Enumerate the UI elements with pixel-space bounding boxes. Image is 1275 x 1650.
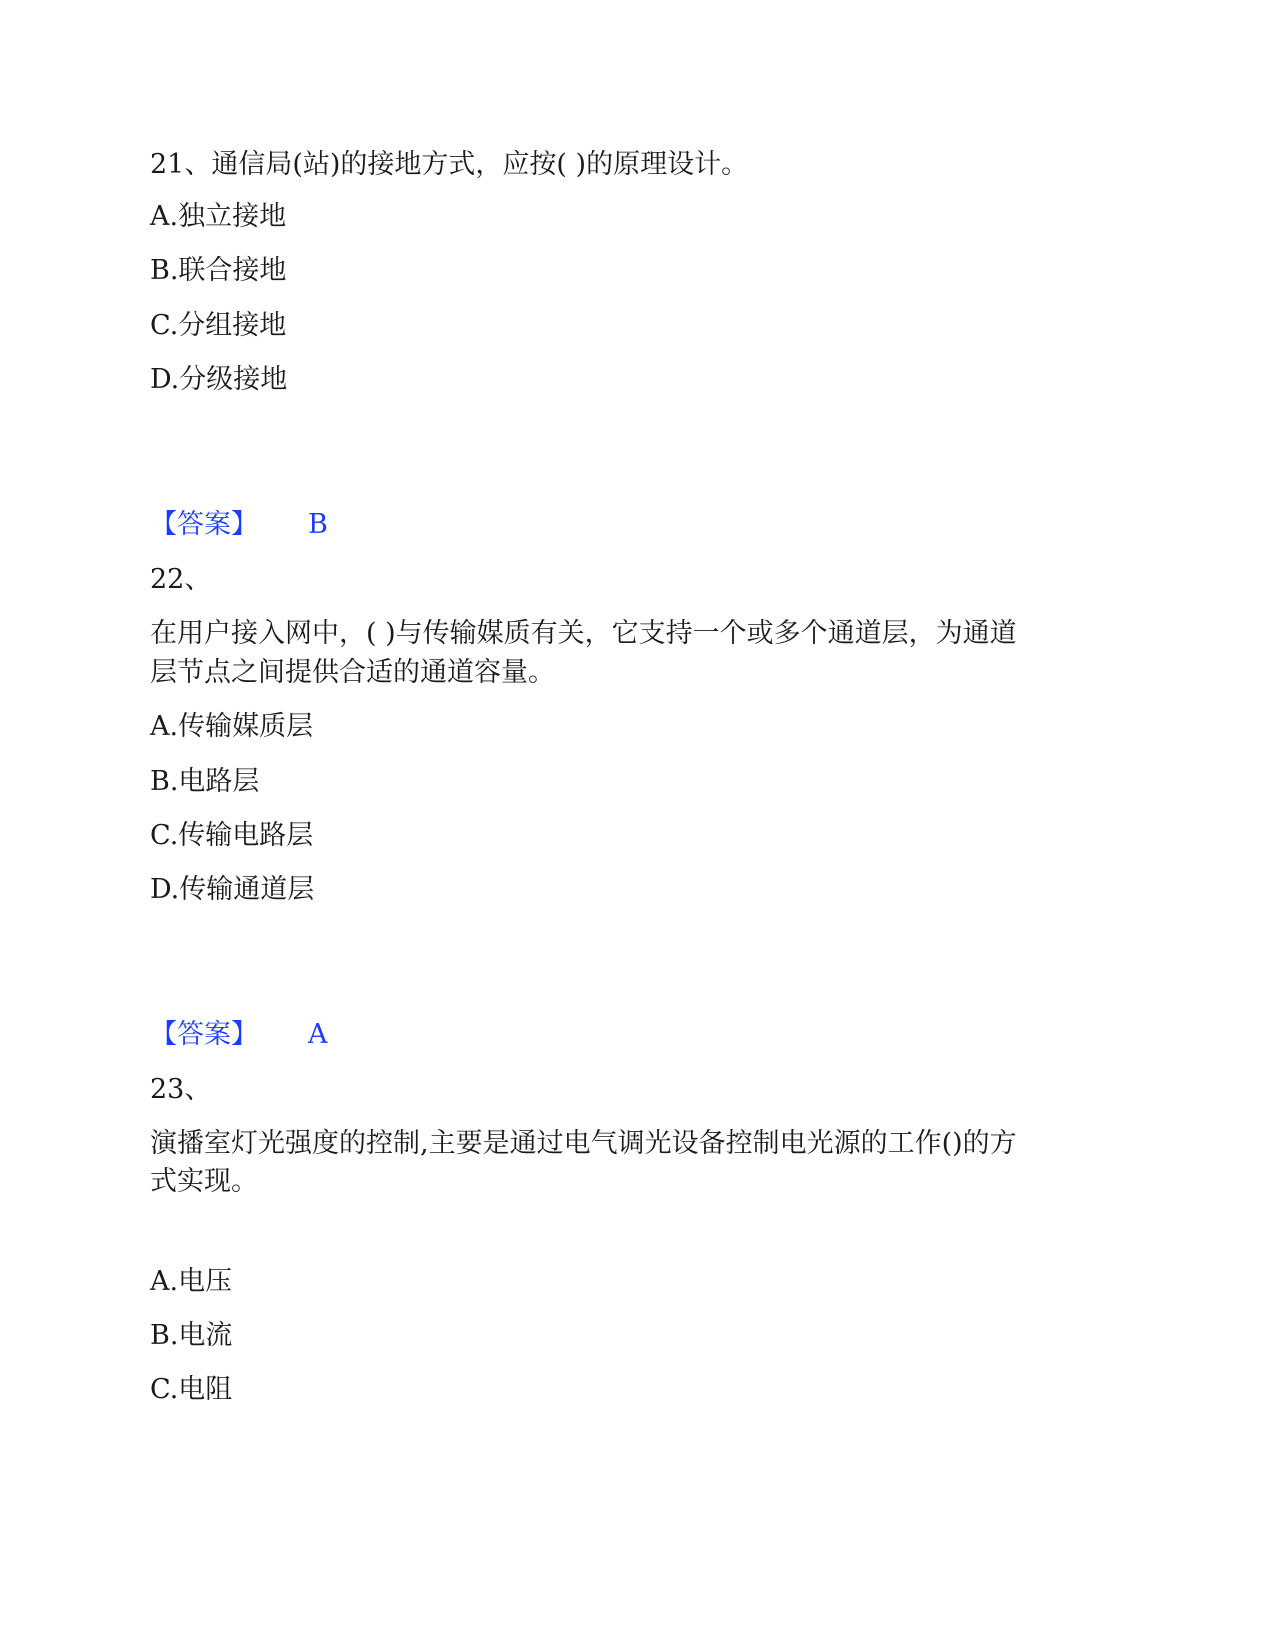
- question-22-option-a: A.传输媒质层: [150, 711, 314, 742]
- question-text: 通信局(站)的接地方式，应按( )的原理设计。: [211, 149, 749, 180]
- question-21-answer-value: B: [308, 509, 328, 540]
- question-22-answer-label: 【答案】: [150, 1019, 258, 1050]
- question-21-answer-label: 【答案】: [150, 509, 258, 540]
- question-23-option-c: C.电阻: [150, 1374, 233, 1405]
- question-21-option-d: D.分级接地: [150, 364, 288, 395]
- question-number: 21、: [150, 149, 212, 180]
- question-22-number: 22、: [150, 564, 212, 595]
- question-21-option-c: C.分组接地: [150, 310, 287, 341]
- question-23-stem-line-2: 式实现。: [150, 1166, 258, 1197]
- question-22-option-d: D.传输通道层: [150, 874, 315, 905]
- question-21-option-a: A.独立接地: [150, 201, 287, 232]
- question-23-number: 23、: [150, 1074, 212, 1105]
- question-21-stem: [150, 145, 748, 185]
- question-23-option-b: B.电流: [150, 1320, 233, 1351]
- question-23-stem-line-1: 演播室灯光强度的控制,主要是通过电气调光设备控制电光源的工作()的方: [150, 1128, 1017, 1159]
- question-21-option-b: B.联合接地: [150, 255, 287, 286]
- question-22-answer-value: A: [308, 1019, 328, 1050]
- question-22-option-c: C.传输电路层: [150, 820, 314, 851]
- question-22-stem-line-2: 层节点之间提供合适的通道容量。: [150, 657, 555, 688]
- question-22-option-b: B.电路层: [150, 766, 260, 797]
- question-22-stem-line-1: 在用户接入网中，( )与传输媒质有关，它支持一个或多个通道层，为通道: [150, 618, 1017, 649]
- question-23-option-a: A.电压: [150, 1266, 233, 1297]
